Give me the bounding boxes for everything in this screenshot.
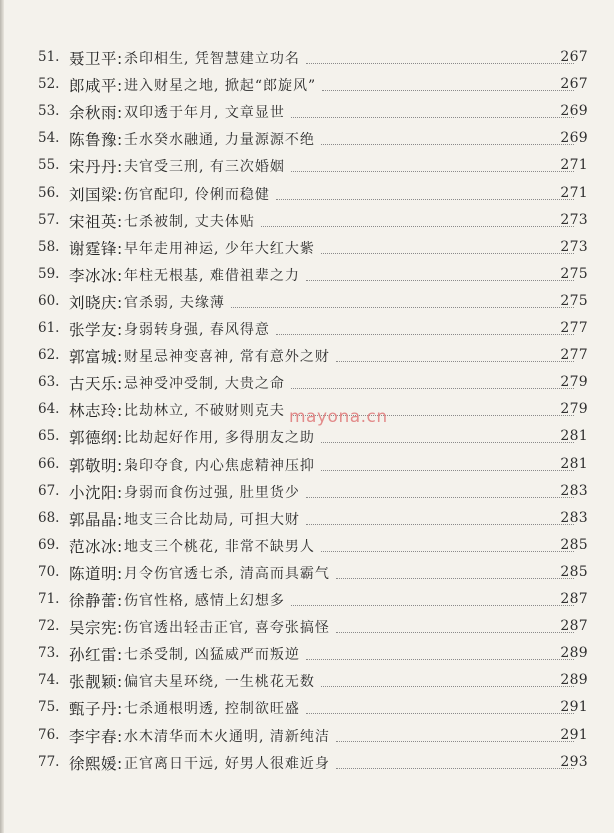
entry-page-number: 281	[560, 428, 588, 445]
entry-page-number: 273	[560, 238, 588, 255]
entry-page-number: 291	[560, 726, 588, 743]
entry-number: 62.	[38, 347, 60, 364]
toc-entry[interactable]	[0, 426, 614, 450]
dot-leader	[291, 117, 574, 118]
entry-title: 早年走用神运, 少年大红大紫	[124, 240, 315, 257]
dot-leader	[306, 713, 574, 714]
entry-page-number: 267	[560, 76, 588, 93]
dot-leader	[321, 442, 574, 443]
toc-entry[interactable]	[0, 47, 614, 71]
entry-number: 69.	[38, 536, 60, 553]
entry-title: 身弱转身强, 春风得意	[124, 322, 270, 338]
entry-person-name: 张靓颖:	[69, 673, 123, 692]
entry-title: 忌神受冲受制, 大贵之命	[124, 376, 285, 393]
entry-person-name: 孙红雷:	[69, 646, 123, 665]
dot-leader	[261, 226, 574, 227]
entry-title: 枭印夺食, 内心焦虑精神压抑	[124, 457, 315, 474]
dot-leader	[291, 415, 574, 416]
toc-entry[interactable]	[0, 670, 614, 694]
entry-title: 比劫林立, 不破财则克夫	[124, 403, 285, 420]
entry-person-name: 小沈阳:	[69, 483, 123, 502]
toc-entry[interactable]	[0, 210, 614, 234]
entry-page-number: 275	[560, 265, 588, 282]
entry-person-name: 甄子丹:	[69, 700, 123, 719]
entry-title: 比劫起好作用, 多得朋友之助	[124, 430, 315, 447]
toc-entry[interactable]	[0, 481, 614, 505]
entry-page-number: 283	[560, 509, 588, 526]
toc-entry[interactable]	[0, 183, 614, 207]
entry-title: 地支三合比劫局, 可担大财	[124, 511, 300, 528]
entry-person-name: 陈鲁豫:	[69, 131, 123, 150]
toc-entry[interactable]	[0, 128, 614, 152]
dot-leader	[306, 524, 574, 525]
entry-number: 72.	[38, 618, 60, 635]
entry-title: 七杀受制, 凶猛威严而叛逆	[124, 647, 300, 664]
entry-title: 七杀被制, 丈夫体贴	[124, 213, 255, 230]
toc-entry[interactable]	[0, 155, 614, 179]
entry-number: 60.	[38, 292, 60, 309]
entry-title: 杀印相生, 凭智慧建立功名	[124, 51, 300, 67]
entry-person-name: 张学友:	[69, 321, 123, 339]
entry-page-number: 285	[560, 536, 588, 553]
dot-leader	[336, 632, 574, 633]
entry-page-number: 273	[560, 211, 588, 228]
dot-leader	[336, 578, 574, 579]
entry-title: 伤官性格, 感情上幻想多	[124, 593, 285, 609]
entry-title: 夫官受三刑, 有三次婚姻	[124, 159, 285, 176]
dot-leader	[276, 334, 574, 335]
toc-entry[interactable]	[0, 399, 614, 423]
entry-number: 65.	[38, 428, 60, 445]
dot-leader	[321, 144, 574, 145]
toc-entry[interactable]	[0, 535, 614, 559]
toc-entry[interactable]	[0, 372, 614, 396]
entry-number: 59.	[38, 265, 60, 282]
entry-title: 伤官配印, 伶俐而稳健	[124, 186, 270, 203]
toc-entry[interactable]	[0, 562, 614, 586]
entry-page-number: 277	[560, 347, 588, 364]
entry-person-name: 刘国梁:	[69, 185, 123, 204]
entry-title: 月令伤官透七杀, 清高而具霸气	[124, 565, 330, 582]
toc-entry[interactable]	[0, 318, 614, 342]
toc-entry[interactable]	[0, 643, 614, 667]
entry-number: 75.	[38, 699, 60, 716]
toc-entry[interactable]	[0, 589, 614, 613]
entry-person-name: 徐熙媛:	[69, 754, 123, 773]
entry-person-name: 谢霆锋:	[69, 239, 123, 258]
dot-leader	[336, 768, 574, 769]
dot-leader	[306, 659, 574, 660]
entry-page-number: 271	[560, 184, 588, 201]
entry-number: 66.	[38, 455, 60, 472]
toc-entry[interactable]	[0, 237, 614, 261]
entry-person-name: 李冰冰:	[69, 266, 123, 285]
toc-entry[interactable]	[0, 454, 614, 478]
entry-person-name: 林志玲:	[69, 402, 123, 421]
entry-title: 偏官夫星环绕, 一生桃花无数	[124, 674, 315, 691]
toc-entry[interactable]	[0, 345, 614, 369]
entry-page-number: 293	[560, 753, 588, 770]
entry-page-number: 279	[560, 401, 588, 418]
entry-number: 73.	[38, 645, 60, 662]
watermark: mayona.cn	[289, 407, 388, 427]
entry-number: 61.	[38, 320, 60, 336]
entry-number: 57.	[38, 211, 60, 228]
entry-person-name: 郭敬明:	[69, 456, 123, 475]
entry-number: 68.	[38, 509, 60, 526]
dot-leader	[306, 497, 574, 498]
dot-leader	[291, 171, 574, 172]
dot-leader	[306, 280, 574, 281]
entry-title: 地支三个桃花, 非常不缺男人	[124, 538, 315, 555]
entry-person-name: 李宇春:	[69, 727, 123, 746]
entry-person-name: 余秋雨:	[69, 104, 123, 123]
toc-entry[interactable]	[0, 291, 614, 315]
toc-entry[interactable]	[0, 508, 614, 532]
entry-number: 51.	[38, 49, 60, 65]
toc-entry[interactable]	[0, 74, 614, 98]
entry-person-name: 郭富城:	[69, 348, 123, 367]
entry-page-number: 277	[560, 320, 588, 336]
entry-number: 54.	[38, 130, 60, 147]
dot-leader	[336, 361, 574, 362]
entry-number: 58.	[38, 238, 60, 255]
entry-person-name: 陈道明:	[69, 564, 123, 583]
entry-title: 伤官透出轻击正官, 喜夸张搞怪	[124, 620, 330, 637]
entry-number: 71.	[38, 591, 60, 607]
entry-number: 52.	[38, 76, 60, 93]
entry-page-number: 271	[560, 157, 588, 174]
entry-person-name: 郎咸平:	[69, 77, 123, 96]
dot-leader	[276, 199, 574, 200]
entry-page-number: 291	[560, 699, 588, 716]
entry-person-name: 徐静蕾:	[69, 592, 123, 610]
entry-person-name: 宋丹丹:	[69, 158, 123, 177]
entry-number: 74.	[38, 672, 60, 689]
toc-entry[interactable]	[0, 616, 614, 640]
entry-number: 76.	[38, 726, 60, 743]
entry-title: 进入财星之地, 掀起“郎旋风”	[124, 78, 317, 95]
entry-page-number: 287	[560, 591, 588, 607]
entry-page-number: 289	[560, 672, 588, 689]
entry-title: 双印透于年月, 文章显世	[124, 105, 285, 122]
entry-page-number: 283	[560, 482, 588, 499]
entry-title: 年柱无根基, 难借祖辈之力	[124, 267, 300, 284]
entry-number: 53.	[38, 103, 60, 120]
dot-leader	[321, 551, 574, 552]
entry-person-name: 宋祖英:	[69, 212, 123, 231]
toc-entry[interactable]	[0, 264, 614, 288]
entry-number: 55.	[38, 157, 60, 174]
entry-page-number: 279	[560, 374, 588, 391]
dot-leader	[321, 686, 574, 687]
dot-leader	[322, 90, 574, 91]
toc-entry[interactable]	[0, 101, 614, 125]
entry-page-number: 281	[560, 455, 588, 472]
entry-number: 64.	[38, 401, 60, 418]
entry-title: 正官离日干远, 好男人很难近身	[124, 755, 330, 772]
entry-page-number: 275	[560, 292, 588, 309]
entry-number: 56.	[38, 184, 60, 201]
entry-number: 67.	[38, 482, 60, 499]
entry-title: 七杀通根明透, 控制欲旺盛	[124, 701, 300, 718]
entry-title: 财星忌神变喜神, 常有意外之财	[124, 349, 330, 366]
dot-leader	[321, 470, 574, 471]
toc-entry[interactable]	[0, 725, 614, 749]
dot-leader	[291, 605, 574, 606]
entry-person-name: 郭晶晶:	[69, 510, 123, 529]
entry-title: 官杀弱, 夫缘薄	[124, 294, 225, 311]
entry-page-number: 269	[560, 130, 588, 147]
toc-entry[interactable]	[0, 697, 614, 721]
entry-number: 63.	[38, 374, 60, 391]
entry-person-name: 郭德纲:	[69, 429, 123, 448]
entry-page-number: 269	[560, 103, 588, 120]
entry-title: 身弱而食伤过强, 肚里货少	[124, 484, 300, 501]
entry-title: 水木清华而木火通明, 清新纯洁	[124, 728, 330, 745]
entry-person-name: 古天乐:	[69, 375, 123, 394]
entry-page-number: 267	[560, 49, 588, 65]
entry-person-name: 刘晓庆:	[69, 293, 123, 312]
entry-page-number: 285	[560, 563, 588, 580]
entry-number: 70.	[38, 563, 60, 580]
dot-leader	[306, 63, 574, 64]
entry-number: 77.	[38, 753, 60, 770]
toc-entry[interactable]	[0, 752, 614, 776]
dot-leader	[231, 307, 574, 308]
dot-leader	[336, 741, 574, 742]
entry-person-name: 聂卫平:	[69, 50, 123, 68]
dot-leader	[321, 253, 574, 254]
entry-title: 壬水癸水融通, 力量源源不绝	[124, 132, 315, 149]
entry-page-number: 287	[560, 618, 588, 635]
entry-person-name: 吴宗宪:	[69, 619, 123, 638]
entry-person-name: 范冰冰:	[69, 537, 123, 556]
dot-leader	[291, 388, 574, 389]
entry-page-number: 289	[560, 645, 588, 662]
